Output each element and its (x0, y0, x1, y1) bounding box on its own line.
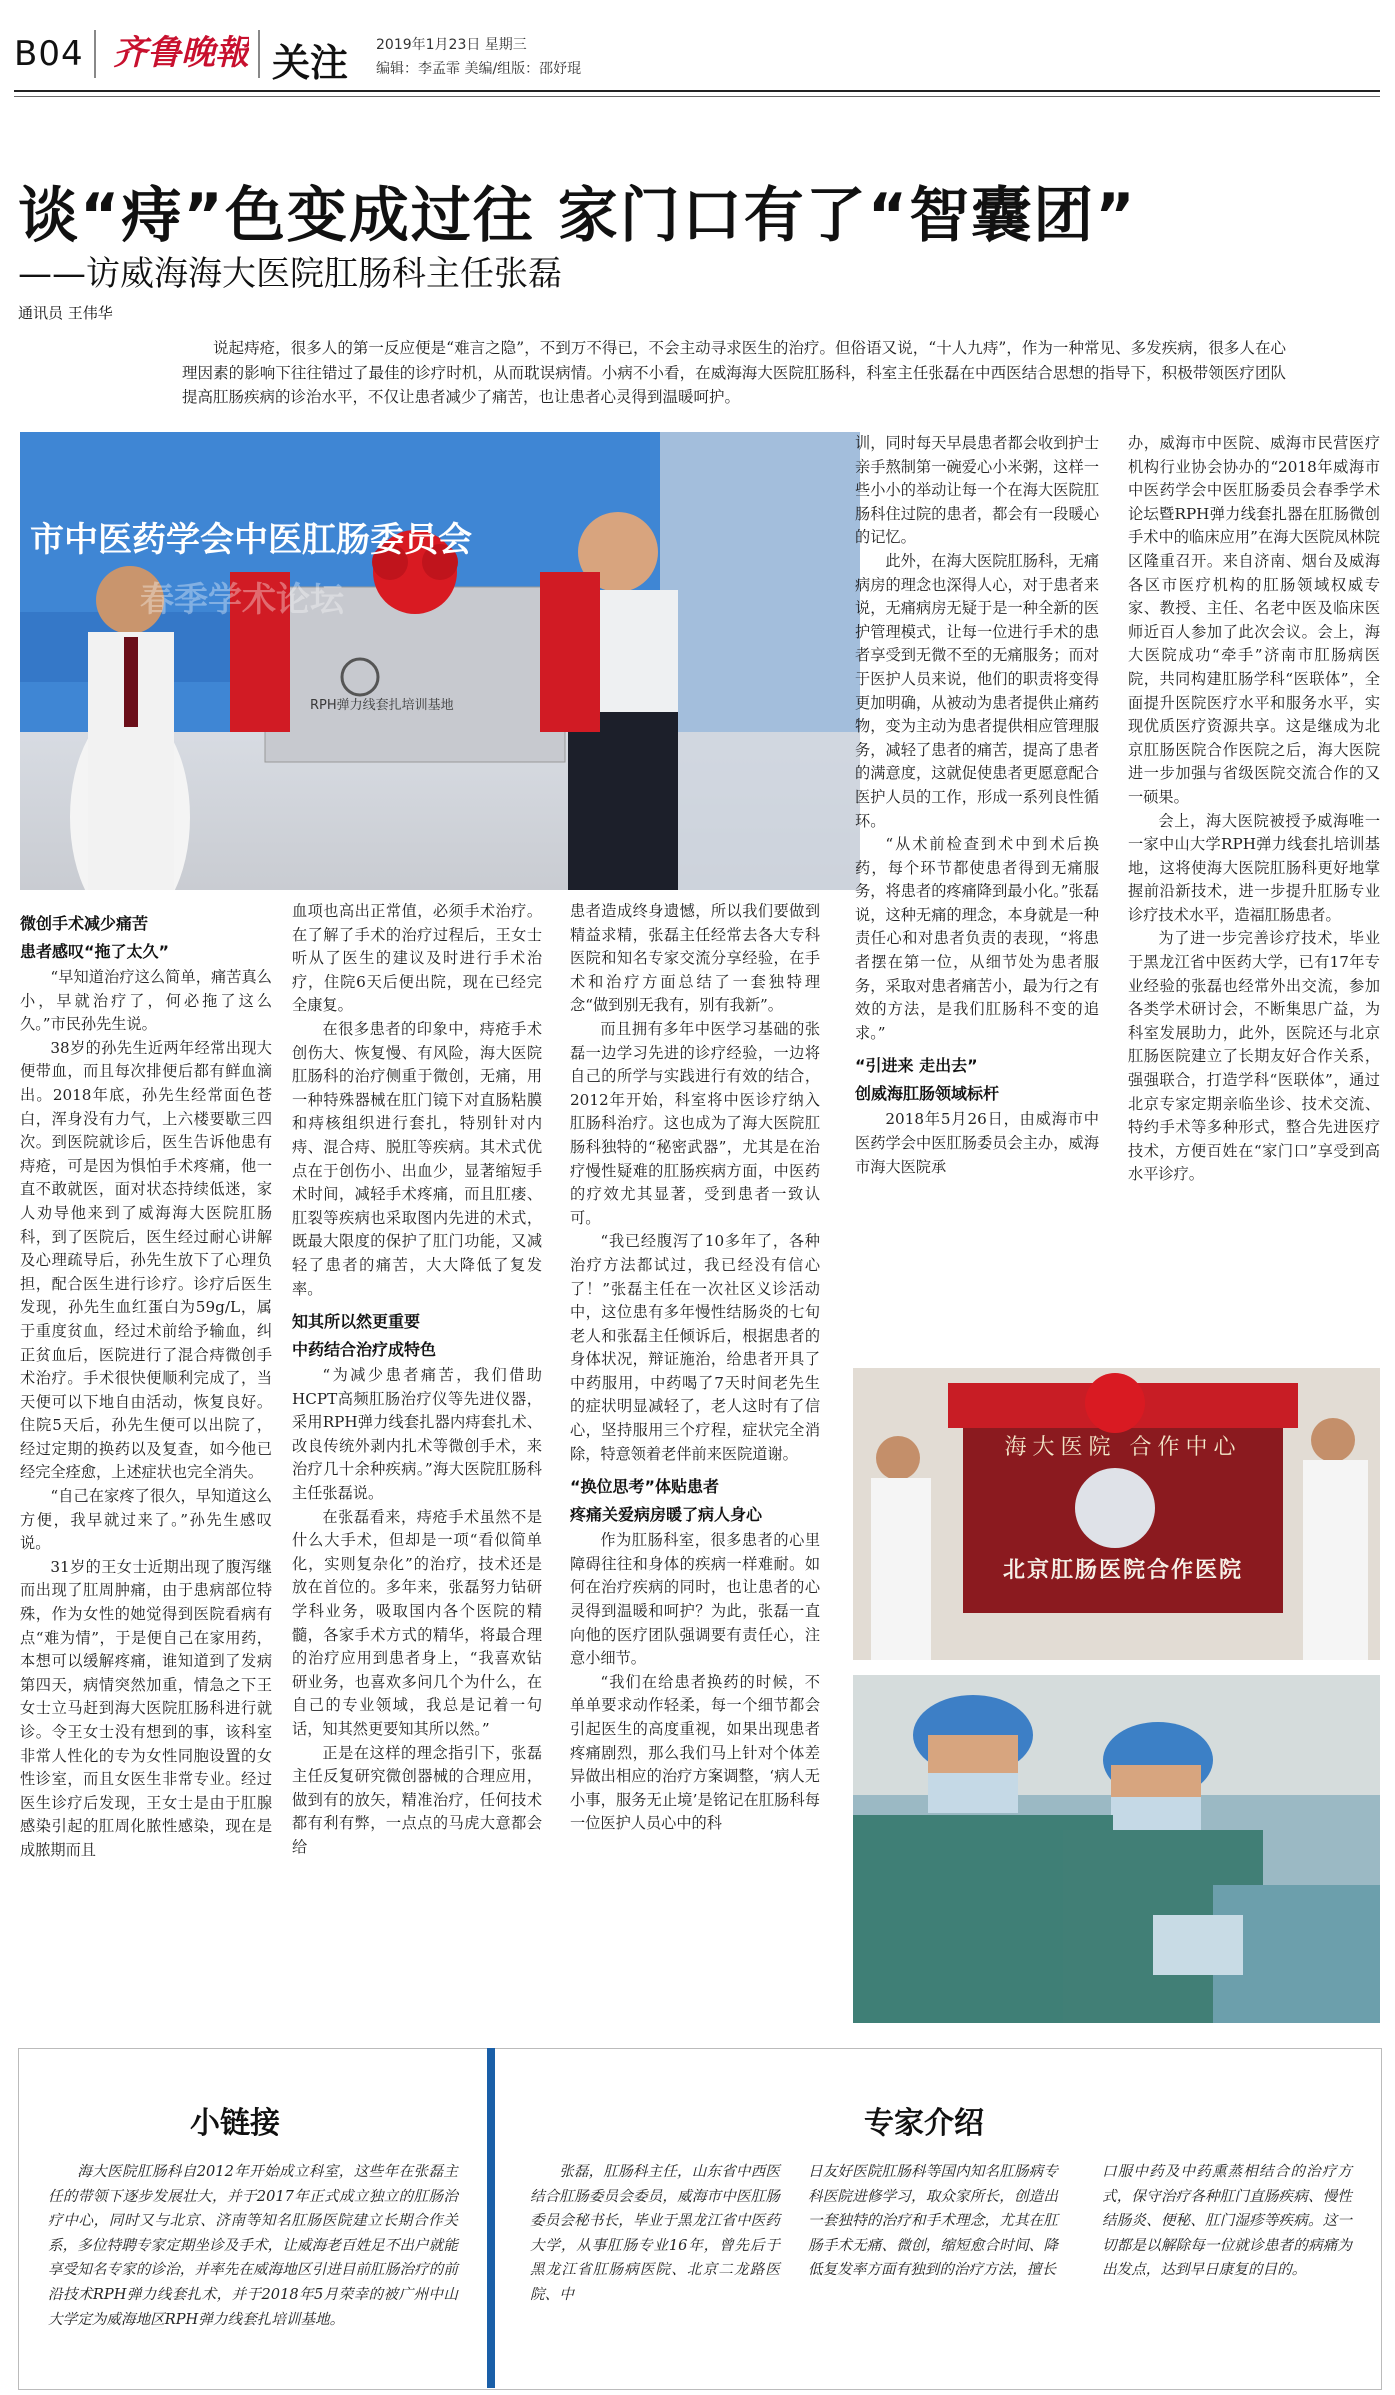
link-box-divider (487, 2048, 495, 2388)
article-column-4 (855, 432, 1099, 1179)
lead-paragraph (182, 336, 1286, 410)
cooperation-hospital-photo (853, 1368, 1380, 1660)
issue-date: 2019年1月23日 星期三 (376, 37, 527, 53)
lead-text: 说起痔疮，很多人的第一反应便是“难言之隐”，不到万不得已，不会主动寻求医生的治疗。但俗语又说，“十人九痔”，作为一种常见、多发疾病，很多人在心理因素的影响下往往错过了最佳的诊疗时机，从而耽误病情。小病不小看，在威海海大医院肛肠科，科室主任张磊在中西医结合思想的指导下，积极带领医疗团队提高肛肠疾病的诊治水平，不仅让患者减少了痛苦，也让患者心灵得到温暖呵护。 (182, 339, 1286, 406)
body-paragraph: 在很多患者的印象中，痔疮手术创伤大、恢复慢、有风险，海大医院肛肠科的治疗侧重于微创，无痛，用一种特殊器械在肛门镜下对直肠粘膜和痔核组织进行套扎，特别针对内痔、混合痔、脱肛等疾病。其术式优点在于创伤小、出血少，显著缩短手术时间，减轻手术疼痛，而且肛瘘、肛裂等疾病也采取图内先进的术式，既最大限度的保护了肛门功能，又减轻了患者的痛苦，大大降低了复发率。 (292, 1019, 542, 1298)
body-paragraph: 办，威海市中医院、威海市民营医疗机构行业协会协办的“2018年威海市中医药学会中医肛肠委员会春季学术论坛暨RPH弹力线套扎器在肛肠微创手术中的临床应用”在海大医院凤林院区隆重召开。来自济南、烟台及威海各区市医疗机构的肛肠领域权威专家、教授、主任、名老中医及临床医师近百人参加了此次会议。会上，海大医院成功“牵手”济南市肛肠病医院，共同构建肛肠学科“医联体”，全面提升医院医疗水平和服务水平，实现优质医疗资源共享。这是继成为北京肛肠医院合作医院之后，海大医院进一步加强与省级医院交流合作的又一硕果。 (1128, 434, 1380, 806)
cooperation-banner: 海大医院 合作中心 (1004, 1435, 1242, 1460)
link-box-title: 小链接 (190, 2106, 280, 2141)
body-paragraph: 作为肛肠科室，很多患者的心里障碍往往和身体的疾病一样难耐。如何在治疗疾病的同时，也让患者的心灵得到温暖和呵护？为此，张磊一直向他的医疗团队强调要有责任心，注意小细节。 (570, 1531, 820, 1668)
body-paragraph: “我们在给患者换药的时候，不单单要求动作轻柔，每一个细节都会引起医生的高度重视，如果出现患者疼痛剧烈，那么我们马上针对个体差异做出相应的治疗方案调整，‘病人无小事，服务无止境’是铭记在肛肠科每一位医护人员心中的科 (570, 1672, 820, 1833)
body-paragraph: 在张磊看来，痔疮手术虽然不是什么大手术，但却是一项“看似简单化，实则复杂化”的治疗，技术还是放在首位的。多年来，张磊努力钻研学科业务，吸取国内各个医院的精髓，各家手术方式的精华，将最合理的治疗应用到患者身上，“我喜欢钻研业务，也喜欢多问几个为什么，在自己的专业领域，我总是记着一句话，知其然更要知其所以然。” (292, 1507, 542, 1738)
body-paragraph: 血项也高出正常值，必须手术治疗。在了解了手术的治疗过程后，王女士听从了医生的建议及时进行手术治疗，住院6天后便出院，现在已经完全康复。 (292, 902, 542, 1015)
body-paragraph: “为减少患者痛苦，我们借助HCPT高频肛肠治疗仪等先进仪器，采用RPH弹力线套扎器内痔套扎术、改良传统外剥内扎术等微创手术，来治疗几十余种疾病。”海大医院肛肠科主任张磊说。 (292, 1366, 542, 1503)
ceremony-photo (20, 432, 860, 890)
editor-credits: 编辑：李孟霏 美编/组版：邵妤琨 (376, 61, 582, 77)
body-paragraph: 为了进一步完善诊疗技术，毕业于黑龙江省中医药大学，已有17年专业经验的张磊也经常外出交流，参加各类学术研讨会，不断集思广益，为科室发展助力，此外，医院还与北京肛肠医院建立了长期友好合作关系，强强联合，打造学科“医联体”，通过北京专家定期亲临坐诊、技术交流、特约手术等多种形式，整合先进医疗技术，方便百姓在“家门口”享受到高水平诊疗。 (1128, 929, 1380, 1184)
ceremony-photo-art (20, 432, 860, 890)
page-number: B04 (14, 34, 84, 74)
body-paragraph: “自己在家疼了很久，早知道这么方便，我早就过来了。”孙先生感叹说。 (20, 1487, 272, 1553)
newspaper-logo (109, 26, 249, 74)
expert-column-2 (808, 2160, 1058, 2283)
plaque-text: RPH弹力线套扎培训基地 (310, 698, 454, 713)
article-column-5 (1128, 432, 1380, 1187)
expert-title: 专家介绍 (864, 2106, 984, 2141)
body-paragraph: “我已经腹泻了10多年了，各种治疗方法都试过，我已经没有信心了！”张磊主任在一次社区义诊活动中，这位患有多年慢性结肠炎的七旬老人和张磊主任倾诉后，根据患者的身体状况，辩证施治，给患者开具了中药服用，中药喝了7天时间老先生的症状明显减轻了，老人这时有了信心，坚持服用三个疗程，症状完全消除，特意领着老伴前来医院道谢。 (570, 1232, 820, 1463)
masthead-divider (94, 30, 96, 78)
link-box-paragraph: 海大医院肛肠科自2012年开始成立科室，这些年在张磊主任的带领下逐步发展壮大，并于2017年正式成立独立的肛肠治疗中心，同时又与北京、济南等知名肛肠医院建立长期合作关系，多位特聘专家定期坐诊及手术，让威海老百姓足不出户就能享受知名专家的诊治，并率先在威海地区引进目前肛肠治疗的前沿技术RPH弹力线套扎术，并于2018年5月荣幸的被广州中山大学定为威海地区RPH弹力线套扎培训基地。 (48, 2163, 458, 2328)
cooperation-photo-art (853, 1368, 1380, 1660)
body-paragraph: 38岁的孙先生近两年经常出现大便带血，而且每次排便后都有鲜血滴出。2018年底，孙先生经常面色苍白，浑身没有力气，上六楼要歇三四次。到医院就诊后，医生告诉他患有痔疮，可是因为惧怕手术疼痛，他一直不敢就医，面对状态持续低迷，家人劝导他来到了威海海大医院肛肠科，到了医院后，医生经过耐心讲解及心理疏导后，孙先生放下了心理负担，配合医生进行诊疗。诊疗后医生发现，孙先生血红蛋白为59g/L，属于重度贫血，经过术前给予输血，纠正贫血后，医院进行了混合痔微创手术治疗。手术很快便顺利完成了，当天便可以下地自由活动，恢复良好。住院5天后，孙先生便可以出院了，经过定期的换药以及复查，如今他已经完全痊愈，上述症状也完全消失。 (20, 1038, 272, 1482)
body-paragraph: 而且拥有多年中医学习基础的张磊一边学习先进的诊疗经验，一边将自己的所学与实践进行有效的结合，2012年开始，科室将中医诊疗纳入肛肠科治疗。这也成为了海大医院肛肠科独特的“秘密武器”，尤其是在治疗慢性疑难的肛肠疾病方面，中医药的疗效尤其显著，受到患者一致认可。 (570, 1019, 820, 1227)
article-column-1 (20, 912, 272, 1863)
masthead-rule (14, 90, 1380, 92)
section-subheading: 患者感叹“拖了太久” (20, 942, 170, 961)
subheadline: ——访威海海大医院肛肠科主任张磊 (18, 254, 562, 294)
masthead (14, 20, 1382, 85)
banner-text-2: 春季学术论坛 (140, 580, 344, 620)
body-paragraph: 正是在这样的理念指引下，张磊主任反复研究微创器械的合理应用，做到有的放矢，精准治疗，任何技术都有利有弊，一点点的马虎大意都会给 (292, 1743, 542, 1856)
body-paragraph: 31岁的王女士近期出现了腹泻继而出现了肛周肿痛，由于患病部位特殊，作为女性的她觉得到医院看病有点“难为情”，于是便自己在家用药，本想可以缓解疼痛，谁知道到了发病第四天，病情突然加重，情急之下王女士立马赶到海大医院肛肠科进行就诊。令王女士没有想到的事，该科室非常人性化的专为女性同胞设置的女性诊室，而且女医生非常专业。经过医生诊疗后发现，王女士是由于肛腺感染引起的肛周化脓性感染，现在是成脓期而且 (20, 1557, 272, 1859)
body-paragraph: 训，同时每天早晨患者都会收到护士亲手熬制第一碗爱心小米粥，这样一些小小的举动让每一个在海大医院肛肠科住过院的患者，都会有一段暖心的记忆。 (855, 434, 1099, 547)
banner-text: 市中医药学会中医肛肠委员会 (30, 520, 472, 560)
byline: 通讯员 王伟华 (18, 304, 113, 322)
link-box-text (48, 2160, 458, 2332)
section-heading: “引进来 走出去” (855, 1056, 978, 1076)
section-subheading: 创威海肛肠领域标杆 (855, 1084, 1000, 1104)
body-paragraph: 患者造成终身遗憾，所以我们要做到精益求精，张磊主任经常去各大专科医院和知名专家交流分享经验，在手术和治疗方面总结了一套独特理念“做到别无我有，别有我新”。 (570, 902, 820, 1015)
expert-paragraph: 张磊，肛肠科主任，山东省中西医结合肛肠委员会委员，威海市中医肛肠委员会秘书长，毕业于黑龙江省中医药大学，从事肛肠专业16年，曾先后于黑龙江省肛肠病医院、北京二龙路医院、中 (530, 2163, 780, 2303)
article-column-2 (292, 900, 542, 1860)
body-paragraph: 会上，海大医院被授予威海唯一一家中山大学RPH弹力线套扎培训基地，这将使海大医院肛肠科更好地掌握前沿新技术，进一步提升肛肠专业诊疗技术水平，造福肛肠患者。 (1128, 811, 1380, 924)
masthead-rule-thin (14, 96, 1380, 97)
section-heading: 知其所以然更重要 (292, 1312, 421, 1332)
svg-text:齐鲁晚報: 齐鲁晚報 (113, 33, 249, 73)
surgery-photo (853, 1675, 1380, 2023)
section-heading: 微创手术减少痛苦 (20, 914, 149, 933)
masthead-divider (258, 30, 260, 78)
body-paragraph: “早知道治疗这么简单，痛苦真么小，早就治疗了，何必拖了这么久。”市民孙先生说。 (20, 968, 272, 1034)
expert-column-1 (530, 2160, 780, 2308)
expert-paragraph: 日友好医院肛肠科等国内知名肛肠病专科医院进修学习，取众家所长，创造出一套独特的治疗和手术理念，尤其在肛肠手术无痛、微创，缩短愈合时间、降低复发率方面有独到的治疗方法，擅长 (808, 2163, 1058, 2279)
section-heading: “换位思考”体贴患者 (570, 1477, 720, 1497)
section-name: 关注 (272, 41, 349, 85)
headline: 谈“痔”色变成过往 家门口有了“智囊团” (18, 181, 1137, 251)
body-paragraph: 2018年5月26日，由威海市中医药学会中医肛肠委员会主办，威海市海大医院承 (855, 1110, 1099, 1176)
article-column-3 (570, 900, 820, 1836)
section-subheading: 中药结合治疗成特色 (292, 1340, 437, 1360)
expert-column-3 (1102, 2160, 1352, 2283)
cooperation-sign: 北京肛肠医院合作医院 (1002, 1558, 1243, 1583)
body-paragraph: 此外，在海大医院肛肠科，无痛病房的理念也深得人心，对于患者来说，无痛病房无疑于是一种全新的医护管理模式，让每一位进行手术的患者享受到无微不至的无痛服务；而对于医护人员来说，他们的职责将变得更加明确，从被动为患者提供止痛药物，变为主动为患者提供相应管理服务，减轻了患者的痛苦，提高了患者的满意度，这就促使患者更愿意配合医护人员的工作，形成一系列良性循环。 (855, 551, 1099, 830)
section-subheading: 疼痛关爱病房暖了病人身心 (570, 1505, 763, 1525)
body-paragraph: “从术前检查到术中到术后换药，每个环节都使患者得到无痛服务，将患者的疼痛降到最小化。”张磊说，这种无痛的理念，本身就是一种责任心和对患者负责的表现，“将患者摆在第一位，从细节处为患者服务，采取对患者痛苦小，最为行之有效的方法，是我们肛肠科不变的追求。” (855, 835, 1099, 1042)
expert-paragraph: 口服中药及中药熏蒸相结合的治疗方式，保守治疗各种肛门直肠疾病、慢性结肠炎、便秘、肛门湿疹等疾病。这一切都是以解除每一位就诊患者的病痛为出发点，达到早日康复的目的。 (1102, 2163, 1352, 2279)
surgery-photo-art (853, 1675, 1380, 2023)
